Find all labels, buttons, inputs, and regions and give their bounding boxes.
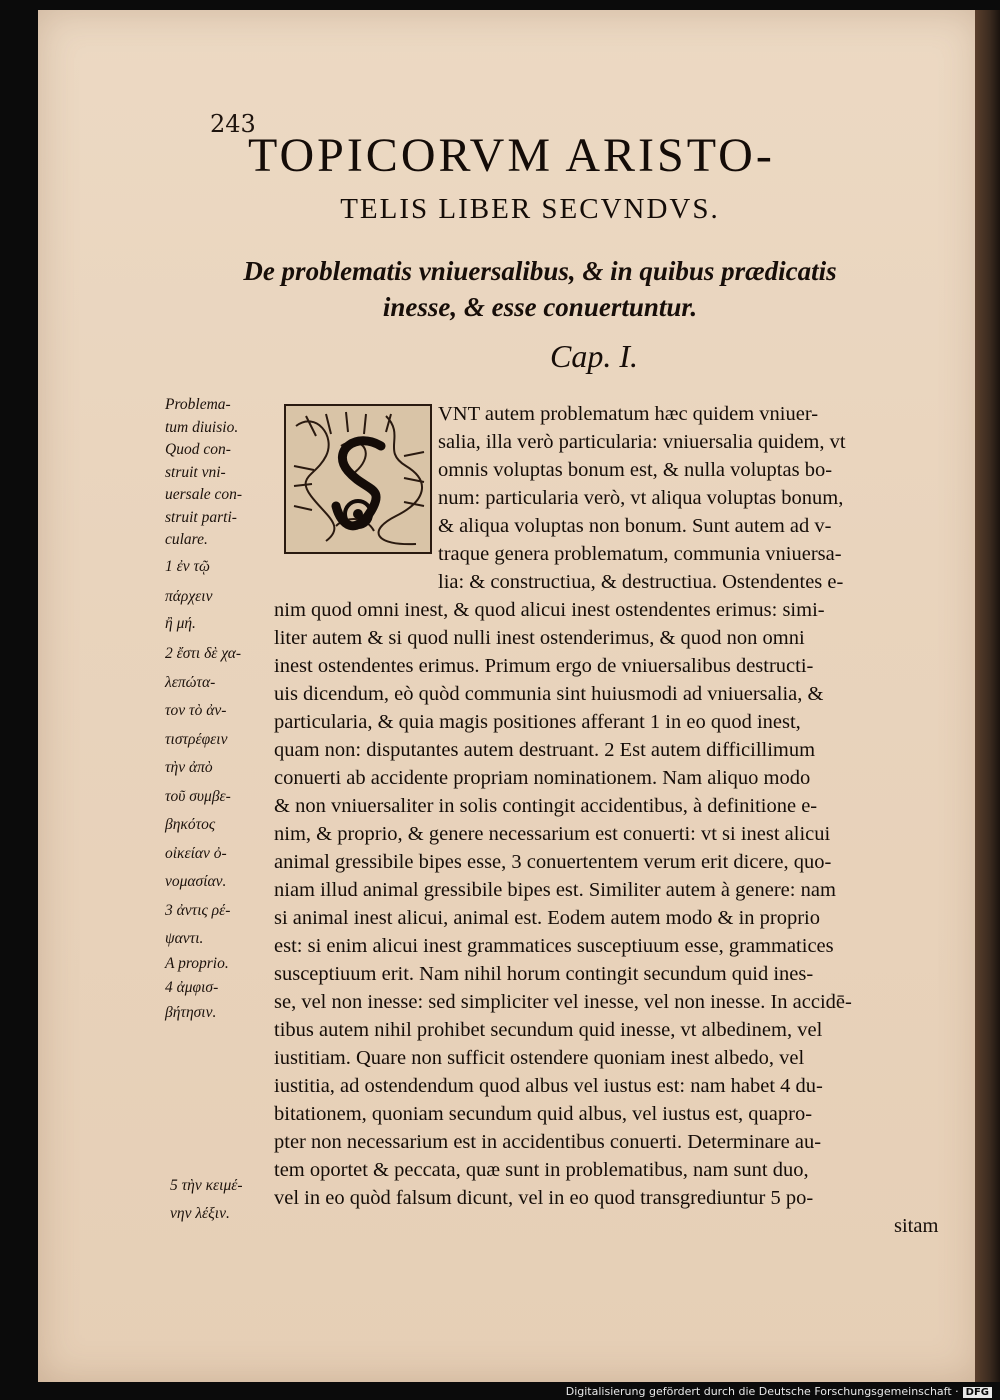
body-line: lia: & constructiua, & destructiua. Ostendentes e- [438,571,844,593]
body-line: salia, illa verò particularia: vniuersalia quidem, vt [438,431,846,453]
body-line: animal gressibile bipes esse, 3 conuertentem verum erit dicere, quo- [274,851,832,873]
margin-notes [165,394,265,1024]
margin-note: culare. [165,531,208,548]
body-line: uis dicendum, eò quòd communia sint huiusmodi ad vniuersalia, & [274,683,824,705]
body-line: num: particularia verò, vt aliqua voluptas bonum, [438,487,844,509]
body-line: & non vniuersaliter in solis contingit accidentibus, à definitione e- [274,795,818,817]
page-number: 243 [210,110,256,138]
body-line: omnis voluptas bonum est, & nulla voluptas bo- [438,459,833,481]
margin-note: 4 ἀμφισ- [165,979,219,996]
footer-credit [566,1385,992,1398]
margin-note: uersale con- [165,486,243,503]
chapter-subtitle-line1: De problematis vniuersalibus, & in quibus prædicatis [243,256,837,286]
margin-note: ἢ μή. [165,614,196,632]
body-line: si animal inest alicui, animal est. Eodem autem modo & in proprio [274,907,820,929]
body-line: quam non: disputantes autem destruant. 2 Est autem difficillimum [274,739,816,761]
margin-note: ψαντι. [165,930,204,947]
body-line: iustitiam. Quare non sufficit ostendere quoniam inest albedo, vel [274,1047,805,1069]
body-line: est: si enim alicui inest grammatices susceptiuum esse, grammatices [274,935,834,957]
margin-note: Quod con- [165,441,231,458]
body-line: bitationem, quoniam secundum quid albus, vel iustus est, quapro- [274,1103,813,1125]
margin-note: τοῦ συμβε- [165,787,231,805]
body-line: VNT autem problematum hæc quidem vniuer- [438,403,819,425]
margin-note: 1 ἐν τῷ [165,557,210,575]
body-line: iustitia, ad ostendendum quod albus vel iustus est: nam habet 4 du- [274,1075,823,1097]
body-line: nim quod omni inest, & quod alicui inest ostendentes erimus: simi- [274,599,825,621]
body-line: particularia, & quia magis positiones afferant 1 in eo quod inest, [274,711,801,733]
margin-note: 2 ἔστι δὲ χα- [165,645,242,662]
body-line: tem oportet & peccata, quæ sunt in problematibus, nam sunt duo, [274,1159,809,1181]
body-line: niam illud animal gressibile bipes est. Similiter autem à genere: nam [274,879,836,901]
body-line: susceptiuum erit. Nam nihil horum contingit secundum quid ines- [274,963,814,985]
margin-notes-bottom [170,1172,280,1228]
catchword: sitam [894,1215,939,1237]
margin-note: οἰκείαν ὀ- [165,844,227,862]
body-line: liter autem & si quod nulli inest ostenderimus, & quod non omni [274,627,805,649]
margin-note: τον τὸ ἀν- [165,702,227,719]
body-line: tibus autem nihil prohibet secundum quid inesse, vt albedinem, vel [274,1019,823,1041]
dfg-logo: DFG [963,1387,992,1398]
body-line: & aliqua voluptas non bonum. Sunt autem ad v- [438,515,832,537]
margin-note: struit vni- [165,463,226,481]
margin-note: πάρχειν [165,588,213,605]
page-title: TOPICORVM ARISTO- [248,129,775,182]
chapter-heading: Cap. I. [550,338,638,374]
ornament-icon [286,406,430,552]
margin-note: τὴν ἀπὸ [165,759,213,776]
body-line: se, vel non inesse: sed simpliciter vel inesse, vel non inesse. In accidē- [274,991,852,1013]
margin-note: νην λέξιν. [170,1205,230,1222]
margin-note: τιστρέφειν [165,730,228,748]
margin-note: 3 ἀντις ρέ- [165,901,231,919]
margin-note: λεπώτα- [165,673,216,691]
body-line: conuerti ab accidente propriam nominationem. Nam aliquo modo [274,767,811,789]
chapter-subtitle-line2: inesse, & esse conuertuntur. [382,292,698,322]
margin-note: νομασίαν. [165,873,227,890]
margin-note: tum diuisio. [165,418,239,436]
footer-text: Digitalisierung gefördert durch die Deutsche Forschungsgemeinschaft · [565,1385,959,1398]
margin-note: βήτησιν. [165,1003,217,1021]
margin-note: A proprio. [165,954,229,972]
body-line: pter non necessarium est in accidentibus conuerti. Determinare au- [274,1131,822,1153]
body-line: traque genera problematum, communia vniuersa- [438,543,842,565]
margin-note: 5 τὴν κειμέ- [170,1177,243,1194]
page-title-line2: TELIS LIBER SECVNDVS. [340,193,720,225]
margin-note: Problema- [165,396,231,413]
body-line: inest ostendentes erimus. Primum ergo de vniuersalibus destructi- [274,655,814,677]
decorated-initial-s [284,404,432,554]
body-line: nim, & proprio, & genere necessarium est conuerti: vt si inest alicui [274,823,831,845]
margin-note: βηκότος [165,816,216,833]
margin-note: struit parti- [165,508,237,526]
body-line: vel in eo quòd falsum dicunt, vel in eo quod transgrediuntur 5 po- [274,1187,814,1209]
